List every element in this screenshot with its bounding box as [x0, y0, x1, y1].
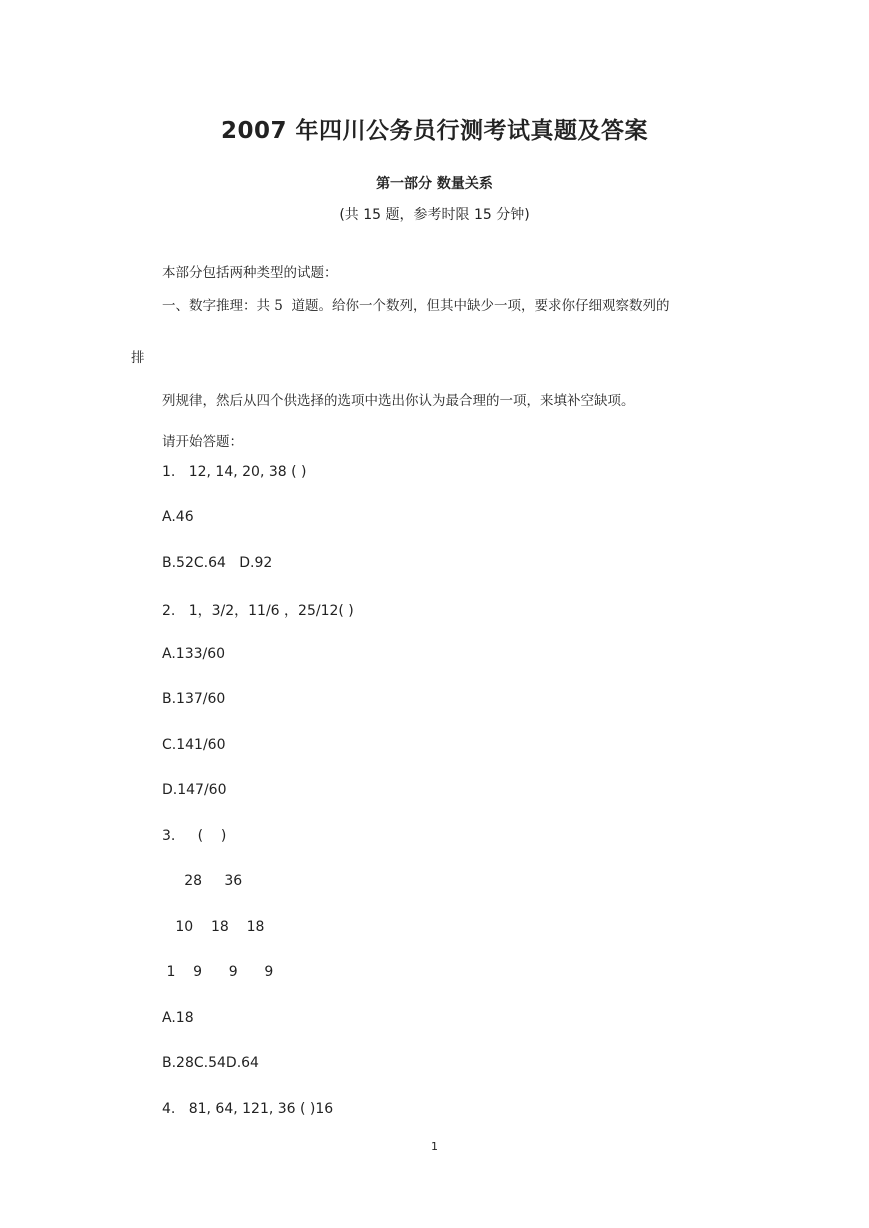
rule-line-1: 一、数字推理：共 5 道题。给你一个数列，但其中缺少一项，要求你仔细观察数列的 [162, 298, 670, 314]
question-2-option-a: A.133/60 [162, 646, 226, 662]
question-3-grid-row-2: 10 18 18 [162, 919, 265, 935]
page-number: 1 [431, 1140, 438, 1153]
section-note: (共 15 题，参考时限 15 分钟) [339, 207, 530, 223]
rule-orphan-char: 排 [131, 350, 145, 366]
question-2-option-b: B.137/60 [162, 691, 226, 707]
section-title: 第一部分 数量关系 [376, 176, 493, 192]
question-3-grid-row-3: 1 9 9 9 [162, 964, 274, 980]
question-2-stem: 2. 1，3/2，11/6 ，25/12( ) [162, 603, 354, 619]
rule-line-2: 列规律，然后从四个供选择的选项中选出你认为最合理的一项，来填补空缺项。 [162, 393, 635, 409]
document-title: 2007 年四川公务员行测考试真题及答案 [220, 118, 649, 144]
question-2-option-c: C.141/60 [162, 737, 226, 753]
question-1-option-bcd: B.52C.64 D.92 [162, 555, 273, 571]
question-4-stem: 4. 81, 64, 121, 36 ( )16 [162, 1101, 334, 1117]
start-prompt: 请开始答题： [162, 434, 243, 450]
question-3-option-a: A.18 [162, 1010, 194, 1026]
question-3-option-bcd: B.28C.54D.64 [162, 1055, 259, 1071]
question-1-option-a: A.46 [162, 509, 194, 525]
intro-text: 本部分包括两种类型的试题： [162, 265, 338, 281]
question-3-stem: 3. ( ) [162, 828, 227, 844]
question-3-grid-row-1: 28 36 [162, 873, 243, 889]
question-2-option-d: D.147/60 [162, 782, 227, 798]
question-1-stem: 1. 12, 14, 20, 38 ( ) [162, 464, 307, 480]
